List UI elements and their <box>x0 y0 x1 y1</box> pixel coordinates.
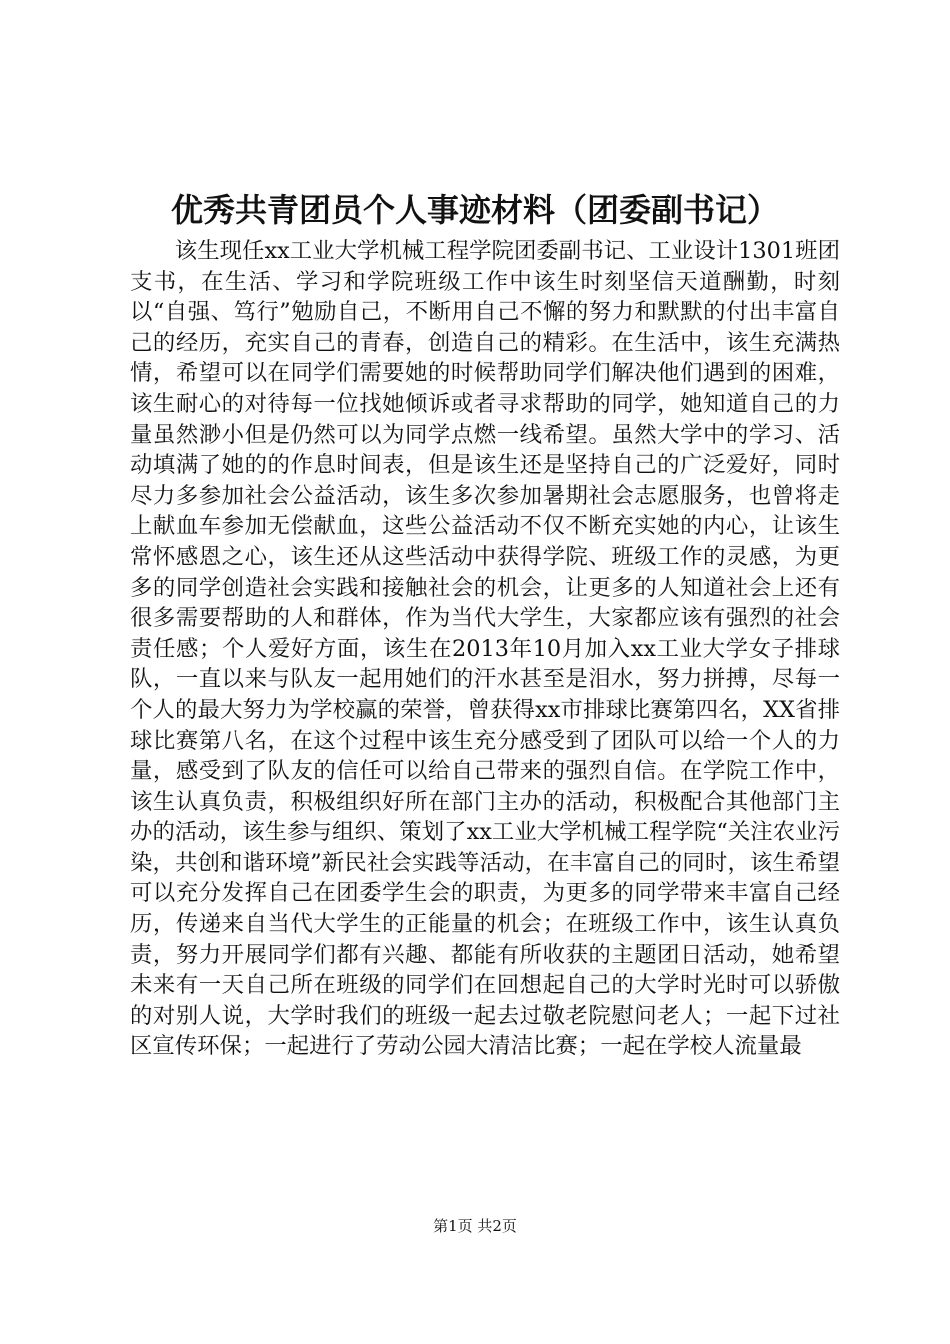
page-number-footer: 第1页 共2页 <box>433 1217 517 1235</box>
document-title: 优秀共青团员个人事迹材料（团委副书记） <box>170 191 779 229</box>
body-paragraph: 该生现任xx工业大学机械工程学院团委副书记、工业设计1301班团支书，在生活、学习和学院班级工作中该生时刻坚信天道酬勤，时刻以“自强、笃行”勉励自己，不断用自己不懈的努力和默默的付出丰富自己的经历，充实自己的青春，创造自己的精彩。在生活中，该生充满热情，希望可以在同学们需要她的时候帮助同学们解决他们遇到的困难，该生耐心的对待每一位找她倾诉或者寻求帮助的同学，她知道自己的力量虽然渺小但是仍然可以为同学点燃一线希望。虽然大学中的学习、活动填满了她的的作息时间表，但是该生还是坚持自己的广泛爱好，同时尽力多参加社会公益活动，该生多次参加暑期社会志愿服务，也曾将走上献血车参加无偿献血，这些公益活动不仅不断充实她的内心，让该生常怀感恩之心，该生还从这些活动中获得学院、班级工作的灵感，为更多的同学创造社会实践和接触社会的机会，让更多的人知道社会上还有很多需要帮助的人和群体，作为当代大学生，大家都应该有强烈的社会责任感；个人爱好方面，该生在2013年10月加入xx工业大学女子排球队，一直以来与队友一起用她们的汗水甚至是泪水，努力拼搏，尽每一个人的最大努力为学校赢的荣誉，曾获得xx市排球比赛第四名，XX省排球比赛第八名，在这个过程中该生充分感受到了团队可以给一个人的力量，感受到了队友的信任可以给自己带来的强烈自信。在学院工作中，该生认真负责，积极组织好所在部门主办的活动，积极配合其他部门主办的活动，该生参与组织、策划了xx工业大学机械工程学院“关注农业污染，共创和谐环境”新民社会实践等活动，在丰富自己的同时，该生希望可以充分发挥自己在团委学生会的职责，为更多的同学带来丰富自己经历，传递来自当代大学生的正能量的机会；在班级工作中，该生认真负责，努力开展同学们都有兴趣、都能有所收获的主题团日活动，她希望未来有一天自己所在班级的同学们在回想起自己的大学时光时可以骄傲的对别人说，大学时我们的班级一起去过敬老院慰问老人；一起下过社区宣传环保；一起进行了劳动公园大清洁比赛；一起在学校人流量最 <box>130 238 840 1060</box>
